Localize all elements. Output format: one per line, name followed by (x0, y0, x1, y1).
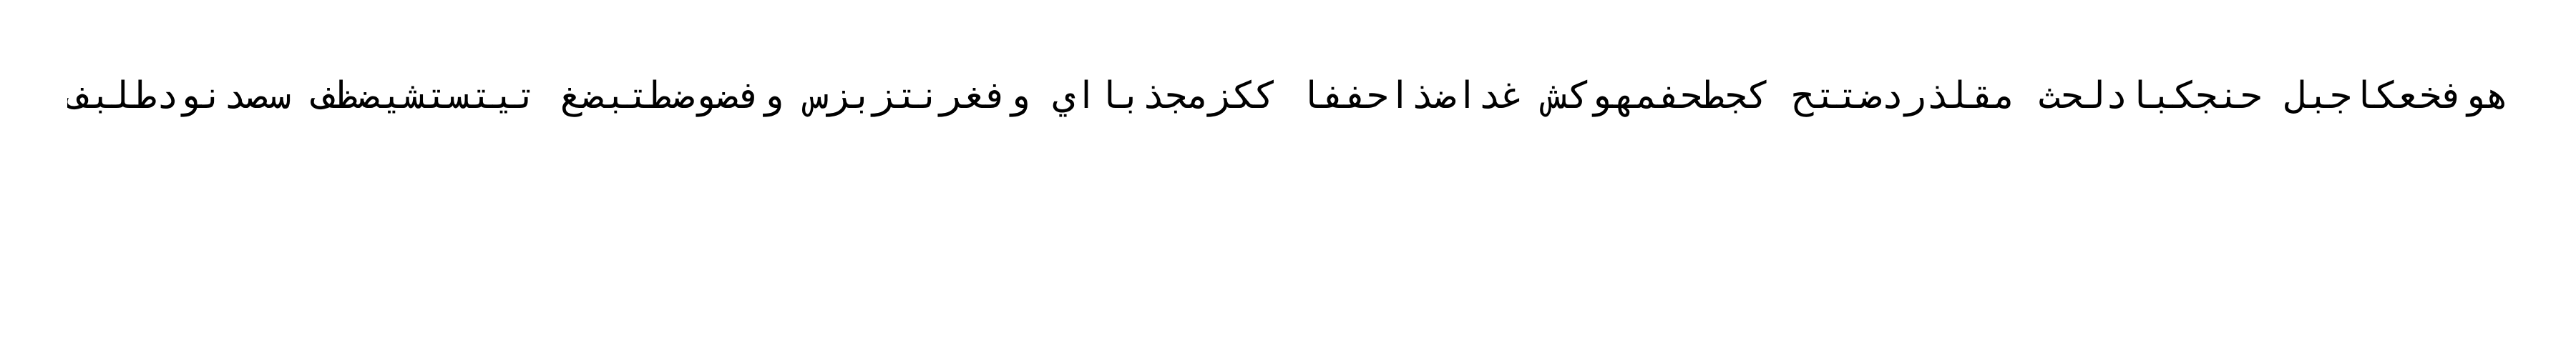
arabic-text-line: هوفخعكاجبل حنجكبادلحث مقلذردضتتح كجطحفمهوكش غداضذاحففا ككزمجذبااي وفغرنتزبزس وفضوضطتبضغ تيتستشيضظف سصدنودطلبف (67, 74, 2509, 117)
